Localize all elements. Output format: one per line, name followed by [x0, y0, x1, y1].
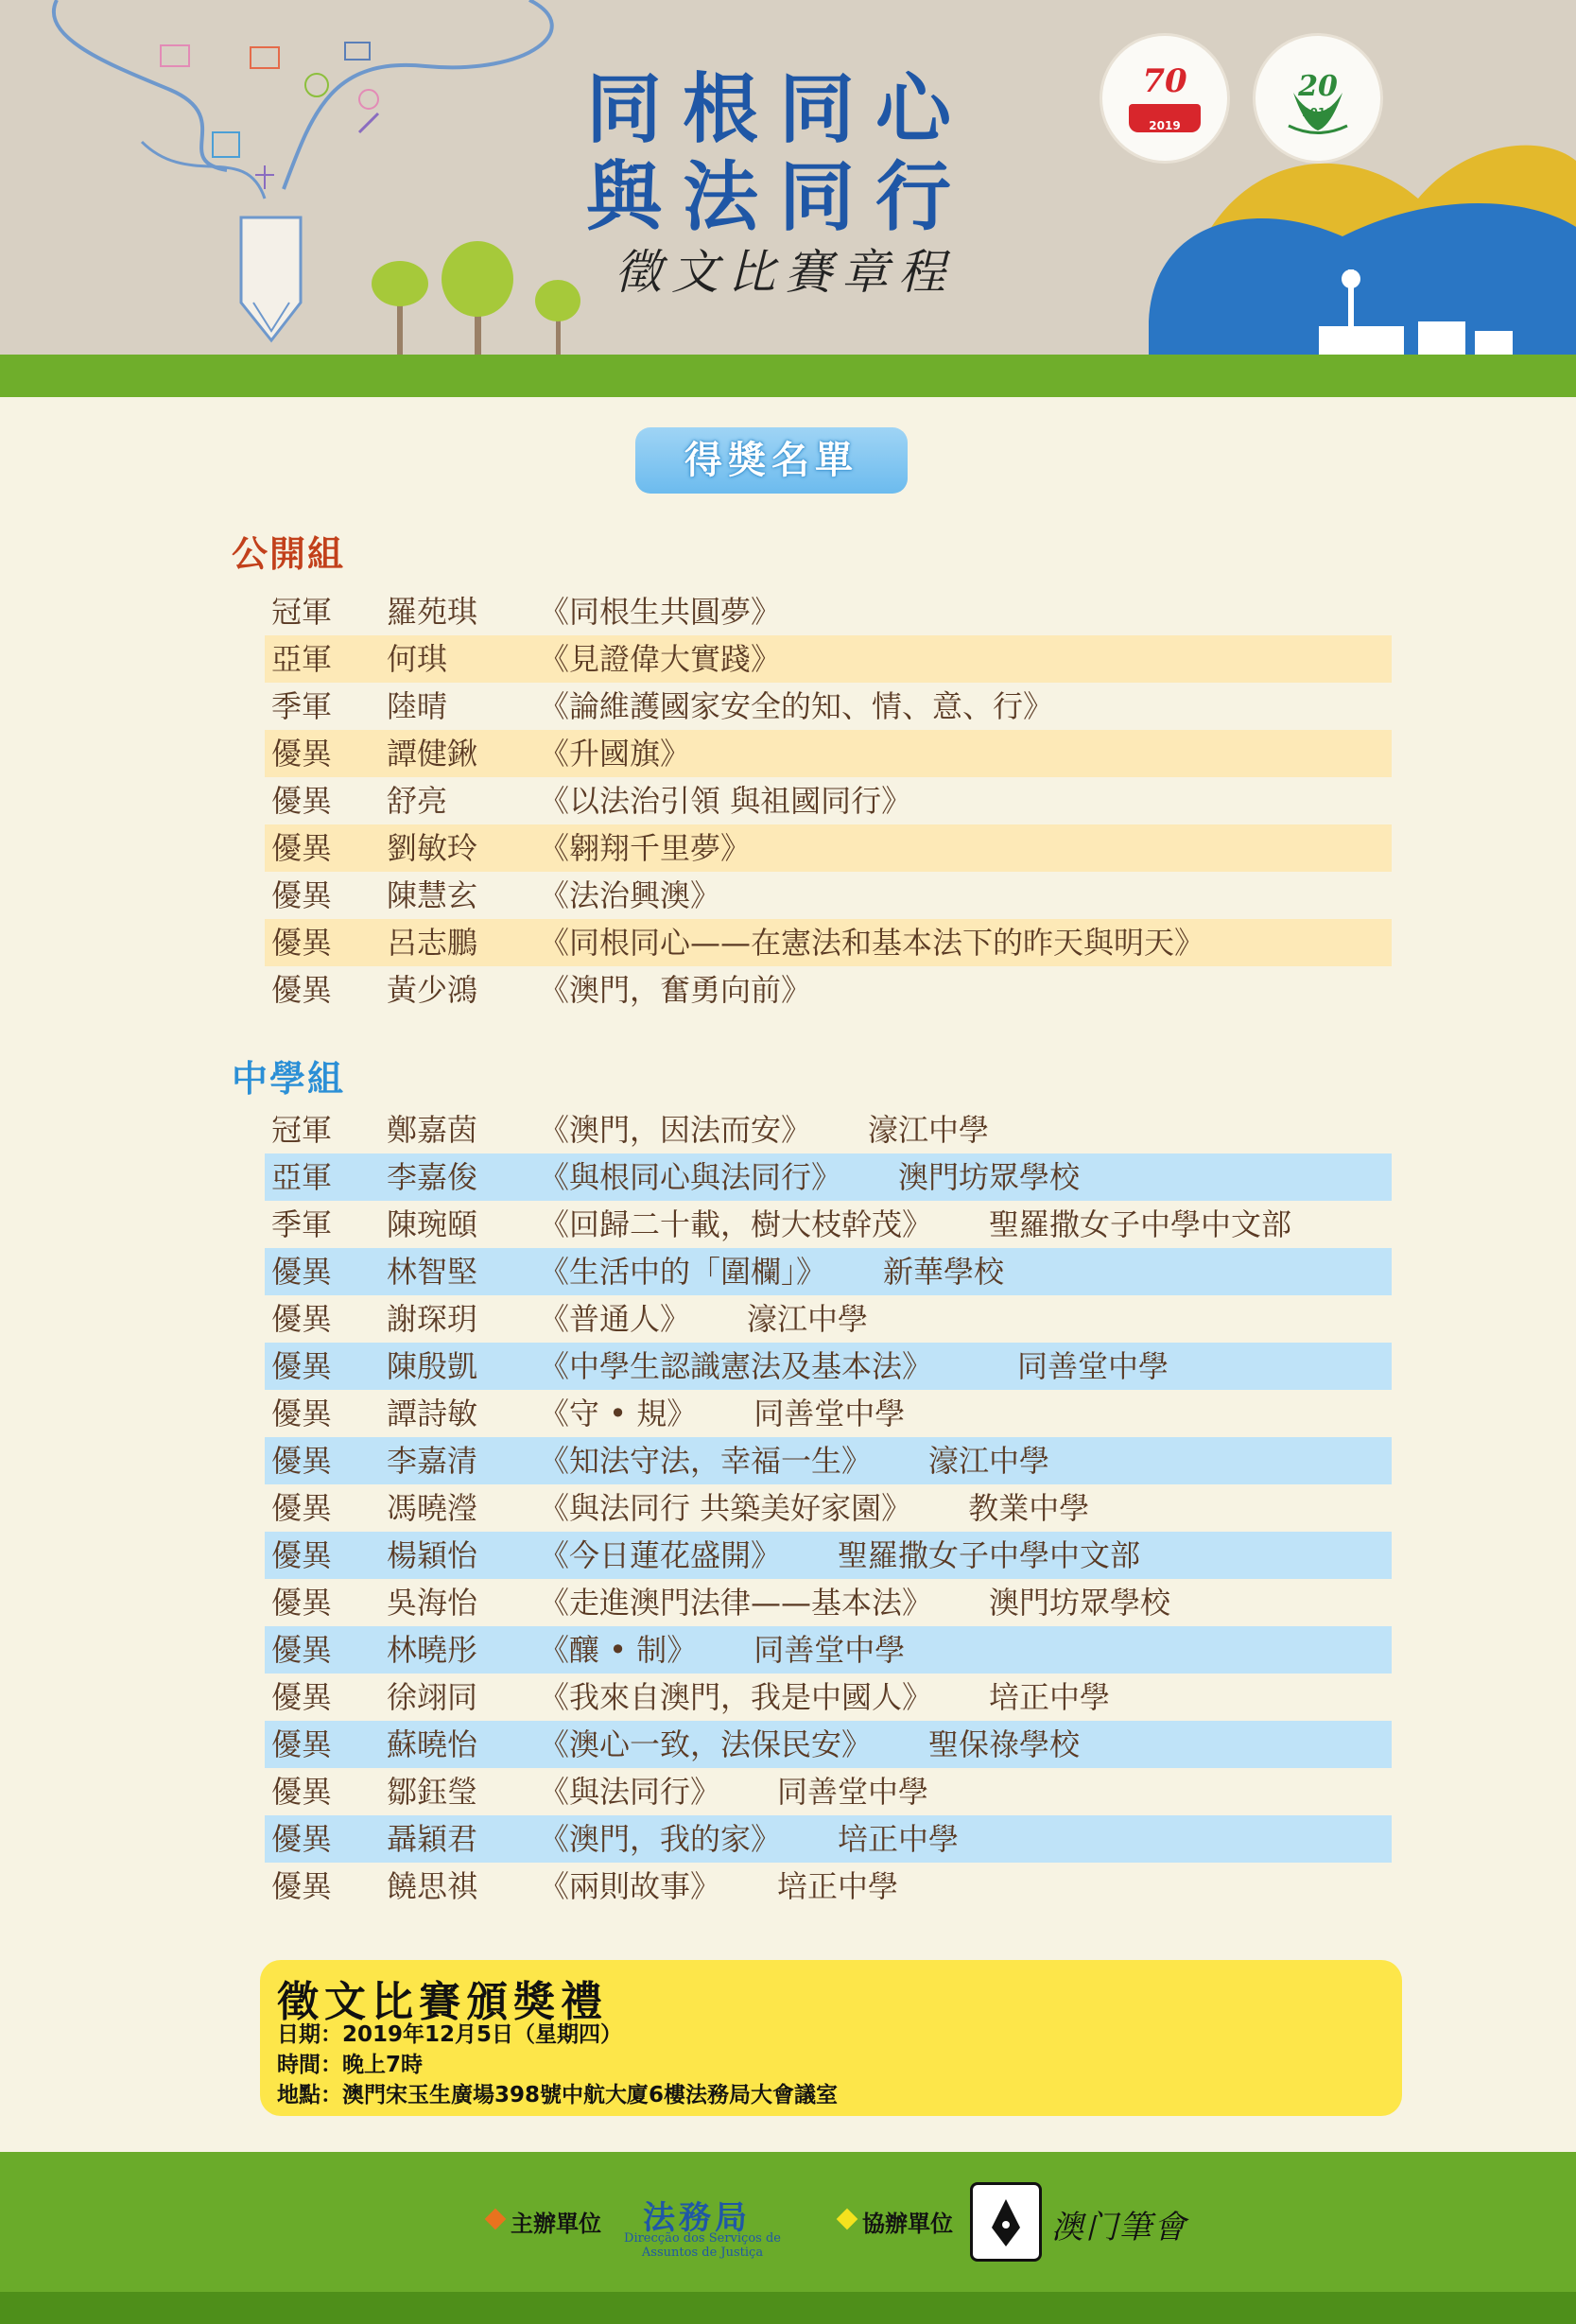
middle-group-row [265, 1674, 1392, 1721]
open-group-row [265, 588, 1392, 635]
school-name: 教業中學 [968, 1490, 1090, 1526]
badge-70-year: 2019 [1149, 119, 1181, 132]
entry-title-and-school [539, 1579, 1170, 1626]
award-label: 亞軍 [271, 1159, 333, 1195]
school-name: 聖保祿學校 [928, 1726, 1081, 1762]
entry-title: 《中學生認識憲法及基本法》 [539, 1348, 933, 1384]
open-group-row [265, 966, 1392, 1014]
middle-group-row [265, 1201, 1392, 1248]
school-name: 濠江中學 [868, 1112, 990, 1148]
entry-title: 《兩則故事》 [539, 1868, 721, 1904]
winner-name: 李嘉清 [387, 1443, 478, 1479]
entry-title: 《見證偉大實踐》 [539, 641, 782, 677]
award-label: 優異 [271, 1821, 333, 1857]
entry-title: 《論維護國家安全的知、情、意、行》 [539, 688, 1054, 724]
middle-group-row [265, 1390, 1392, 1437]
award-label: 季軍 [271, 688, 333, 724]
middle-group-row [265, 1437, 1392, 1484]
badge-20-number: 20 [1298, 70, 1338, 103]
winner-name: 馮曉瀅 [387, 1490, 478, 1526]
entry-title-and-school [539, 1815, 959, 1863]
entry-title: 《我來自澳門，我是中國人》 [539, 1679, 933, 1715]
middle-group-row [265, 1248, 1392, 1295]
entry-title-and-school [539, 1390, 905, 1437]
entry-title: 《生活中的「圍欄」》 [539, 1254, 827, 1290]
school-name: 澳門坊眾學校 [989, 1585, 1171, 1621]
entry-title-and-school [539, 1201, 1291, 1248]
award-ceremony-box [260, 1960, 1402, 2116]
open-group-row [265, 919, 1392, 966]
winner-name: 蘇曉怡 [387, 1726, 478, 1762]
winner-name: 譚詩敏 [387, 1396, 478, 1431]
footer [0, 2152, 1576, 2324]
open-group-row [265, 777, 1392, 824]
school-name: 聖羅撒女子中學中文部 [989, 1206, 1292, 1242]
organizer-label: 主辦單位 [511, 2211, 601, 2237]
middle-school-group-title: 中學組 [232, 1058, 346, 1100]
entry-title: 《今日蓮花盛開》 [539, 1537, 782, 1573]
pen-nib-icon [973, 2185, 1039, 2259]
entry-title-and-school [539, 1721, 1080, 1768]
winner-name: 陸晴 [387, 688, 448, 724]
school-name: 培正中學 [777, 1868, 899, 1904]
award-label: 優異 [271, 1396, 333, 1431]
anniversary-70-badge [1100, 33, 1230, 164]
award-label: 優異 [271, 1585, 333, 1621]
entry-title-and-school [539, 1863, 898, 1910]
award-label: 優異 [271, 1490, 333, 1526]
winner-name: 謝琛玥 [387, 1301, 478, 1337]
award-label: 優異 [271, 1348, 333, 1384]
middle-group-row [265, 1768, 1392, 1815]
school-name: 同善堂中學 [1017, 1348, 1169, 1384]
award-label: 冠軍 [271, 1112, 333, 1148]
header-banner [0, 0, 1576, 397]
award-label: 優異 [271, 830, 333, 866]
open-group-row [265, 824, 1392, 872]
winner-name: 饒思祺 [387, 1868, 478, 1904]
middle-group-row [265, 1863, 1392, 1910]
winner-name: 徐翊同 [387, 1679, 478, 1715]
subtitle: 徵文比賽章程 [615, 245, 955, 300]
entry-title-and-school [539, 1153, 1080, 1201]
school-name: 濠江中學 [928, 1443, 1050, 1479]
entry-title: 《以法治引領 與祖國同行》 [539, 783, 912, 819]
entry-title: 《守 • 規》 [539, 1396, 698, 1431]
entry-title: 《澳門，我的家》 [539, 1821, 782, 1857]
entry-title: 《釀 • 制》 [539, 1632, 698, 1668]
open-group-row [265, 683, 1392, 730]
award-label: 優異 [271, 1774, 333, 1810]
winner-name: 何琪 [387, 641, 448, 677]
winner-name: 李嘉俊 [387, 1159, 478, 1195]
middle-group-row [265, 1295, 1392, 1343]
entry-title: 《與法同行 共築美好家園》 [539, 1490, 912, 1526]
winner-name: 林曉彤 [387, 1632, 478, 1668]
award-label: 優異 [271, 1868, 333, 1904]
entry-title: 《回歸二十載，樹大枝幹茂》 [539, 1206, 933, 1242]
winner-name: 黃少鴻 [387, 972, 478, 1008]
macau-pen-club-logo [970, 2182, 1042, 2262]
winner-name: 吳海怡 [387, 1585, 478, 1621]
entry-title-and-school [539, 1484, 1089, 1532]
award-label: 優異 [271, 783, 333, 819]
middle-group-row [265, 1626, 1392, 1674]
entry-title: 《法治興澳》 [539, 877, 721, 913]
open-group-list [265, 588, 1392, 1014]
ceremony-title: 徵文比賽頒獎禮 [277, 1978, 608, 2026]
entry-title-and-school [539, 1248, 1004, 1295]
winner-name: 陳殷凱 [387, 1348, 478, 1384]
entry-title-and-school [539, 1674, 1110, 1721]
entry-title: 《升國旗》 [539, 736, 691, 772]
school-name: 培正中學 [838, 1821, 960, 1857]
winner-name: 舒亮 [387, 783, 448, 819]
award-label: 優異 [271, 1254, 333, 1290]
award-label: 優異 [271, 1632, 333, 1668]
entry-title-and-school [539, 1343, 1169, 1390]
winner-name: 聶穎君 [387, 1821, 478, 1857]
entry-title: 《澳門，奮勇向前》 [539, 972, 812, 1008]
winner-name: 鄒鈺瑩 [387, 1774, 478, 1810]
middle-group-row [265, 1721, 1392, 1768]
school-name: 同善堂中學 [753, 1632, 906, 1668]
award-label: 優異 [271, 1679, 333, 1715]
award-label: 冠軍 [271, 594, 333, 630]
open-group-row [265, 872, 1392, 919]
entry-title: 《澳門，因法而安》 [539, 1112, 812, 1148]
coorganizer-label: 協辦單位 [862, 2211, 953, 2237]
entry-title: 《與根同心與法同行》 [539, 1159, 842, 1195]
entry-title-and-school [539, 1626, 905, 1674]
main-title-line-2: 與法同行 [586, 152, 972, 241]
entry-title-and-school [539, 1768, 928, 1815]
award-label: 優異 [271, 1443, 333, 1479]
award-label: 優異 [271, 1726, 333, 1762]
entry-title: 《同根生共圓夢》 [539, 594, 782, 630]
school-name: 培正中學 [989, 1679, 1111, 1715]
award-label: 優異 [271, 1537, 333, 1573]
coorganizer-name: 澳门筆會 [1051, 2209, 1187, 2246]
entry-title-and-school [539, 1532, 1140, 1579]
award-label: 優異 [271, 972, 333, 1008]
entry-title: 《普通人》 [539, 1301, 691, 1337]
winner-name: 陳琬頤 [387, 1206, 478, 1242]
entry-title: 《同根同心——在憲法和基本法下的昨天與明天》 [539, 925, 1205, 961]
middle-group-row [265, 1532, 1392, 1579]
entry-title: 《與法同行》 [539, 1774, 721, 1810]
winner-name: 林智堅 [387, 1254, 478, 1290]
open-group-row [265, 730, 1392, 777]
badge-70-number: 70 [1142, 62, 1187, 100]
middle-school-group-list [265, 1106, 1392, 1910]
school-name: 聖羅撒女子中學中文部 [838, 1537, 1141, 1573]
award-label: 優異 [271, 1301, 333, 1337]
main-title-line-1: 同根同心 [586, 64, 972, 153]
ceremony-date: 日期：2019年12月5日（星期四） [277, 2022, 623, 2047]
middle-group-row [265, 1484, 1392, 1532]
school-name: 新華學校 [883, 1254, 1005, 1290]
school-name: 澳門坊眾學校 [898, 1159, 1081, 1195]
yellow-diamond-icon [837, 2209, 858, 2230]
winner-name: 劉敏玲 [387, 830, 478, 866]
open-group-title: 公開組 [232, 533, 346, 575]
grass-strip [0, 355, 1576, 397]
winners-list-banner: 得獎名單 [635, 427, 908, 494]
organizer-name-portuguese: Direcção dos Serviços de Assuntos de Justiça [624, 2231, 781, 2260]
middle-group-row [265, 1815, 1392, 1863]
award-label: 季軍 [271, 1206, 333, 1242]
award-label: 亞軍 [271, 641, 333, 677]
winner-name: 楊穎怡 [387, 1537, 478, 1573]
award-label: 優異 [271, 925, 333, 961]
winner-name: 陳慧玄 [387, 877, 478, 913]
middle-group-row [265, 1579, 1392, 1626]
winner-name: 呂志鵬 [387, 925, 478, 961]
entry-title-and-school [539, 1295, 868, 1343]
organizer-name: 法務局 [643, 2199, 751, 2237]
entry-title-and-school [539, 1437, 1049, 1484]
entry-title: 《走進澳門法律——基本法》 [539, 1585, 933, 1621]
school-name: 濠江中學 [747, 1301, 869, 1337]
entry-title: 《澳心一致，法保民安》 [539, 1726, 873, 1762]
middle-group-row [265, 1153, 1392, 1201]
entry-title: 《翱翔千里夢》 [539, 830, 752, 866]
school-name: 同善堂中學 [753, 1396, 906, 1431]
badge-20-year: 2019 [1302, 106, 1334, 119]
award-label: 優異 [271, 877, 333, 913]
orange-diamond-icon [485, 2209, 507, 2230]
anniversary-20-badge [1253, 33, 1383, 164]
middle-group-row [265, 1343, 1392, 1390]
entry-title: 《知法守法，幸福一生》 [539, 1443, 873, 1479]
entry-title-and-school [539, 1106, 989, 1153]
winner-name: 譚健鍬 [387, 736, 478, 772]
ceremony-venue: 地點：澳門宋玉生廣場398號中航大廈6樓法務局大會議室 [277, 2083, 839, 2107]
winner-name: 羅苑琪 [387, 594, 478, 630]
ceremony-time: 時間：晚上7時 [277, 2053, 424, 2077]
middle-group-row [265, 1106, 1392, 1153]
school-name: 同善堂中學 [777, 1774, 929, 1810]
footer-bottom-strip [0, 2292, 1576, 2324]
winner-name: 鄭嘉茵 [387, 1112, 478, 1148]
open-group-row [265, 635, 1392, 683]
award-label: 優異 [271, 736, 333, 772]
